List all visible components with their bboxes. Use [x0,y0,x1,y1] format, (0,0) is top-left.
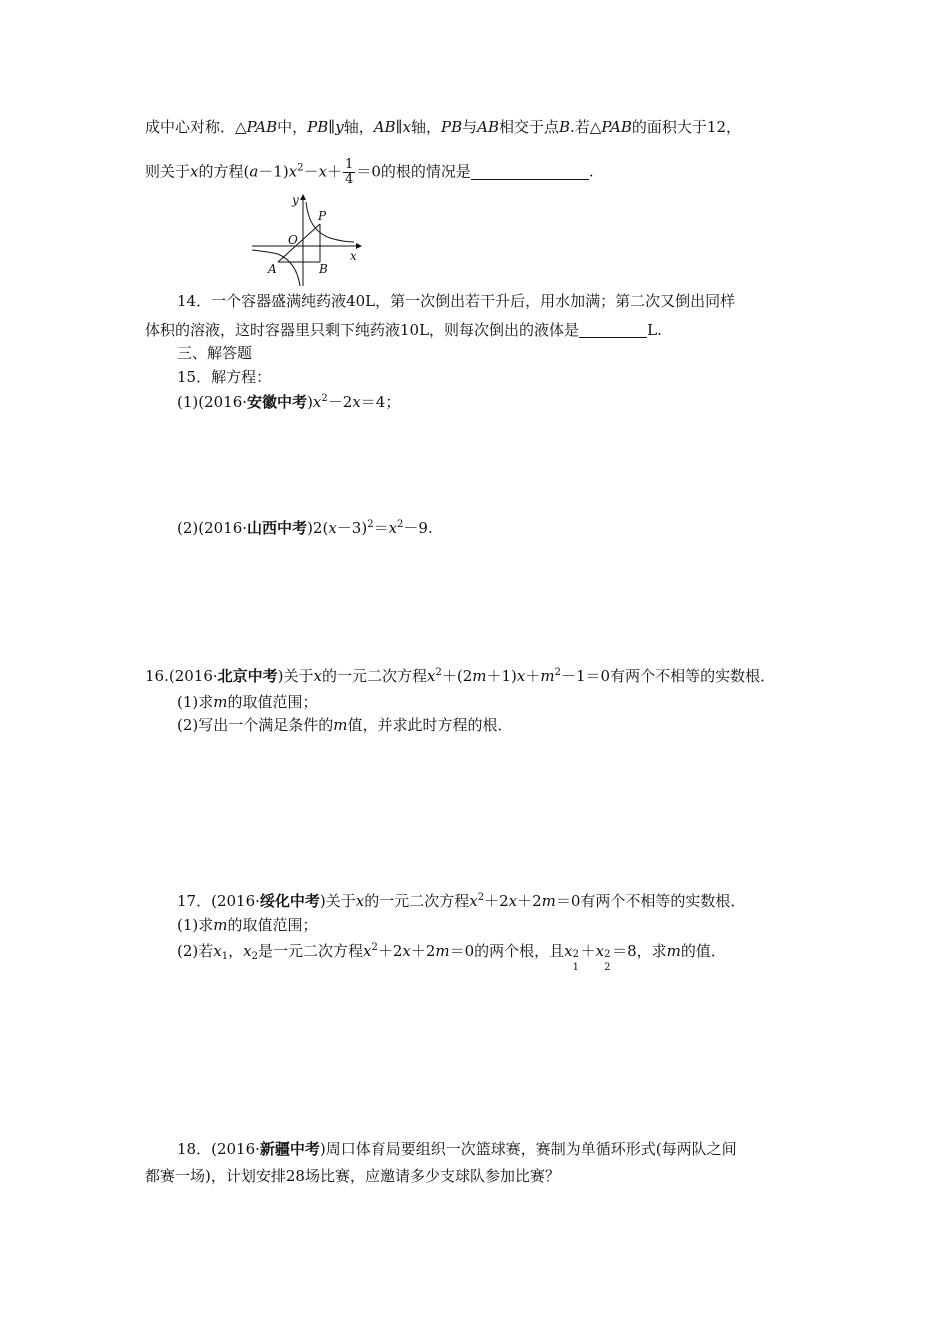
q17-var: x [564,942,573,960]
q15-var: x [388,519,398,537]
q17-text: ＝0的两个根，且 [449,942,565,960]
exponent: 2 [435,667,442,678]
q17-text: ＋2 [410,942,436,960]
q16-var: m [540,667,555,685]
q13-line2 [145,158,594,187]
subscript: 1 [572,962,579,973]
q13-text: 轴， [410,118,441,136]
q15-text: ) [307,393,313,411]
q15-var: x [328,519,337,537]
q17-var: m [213,916,228,934]
exponent: 2 [371,942,378,953]
exponent: 2 [297,162,304,174]
q13-var: PB [307,118,329,136]
q17-var: x [355,892,365,910]
q13-line1 [145,117,741,137]
q17-part2 [177,941,726,973]
q14-line2 [145,320,662,340]
q13-text: －1) [258,162,289,181]
label-A: A [268,262,277,276]
exponent: 2 [554,667,561,678]
q13-text: 相交于点 [498,118,559,136]
q13-text: 的面积大于12， [631,118,742,136]
q17-var: m [541,892,556,910]
q16-text: －1＝0有两个不相等的实数根． [561,667,776,685]
label-O: O [288,233,298,247]
q14-text: 14．一个容器盛满纯药液40L，第一次倒出若干升后，用水加满；第二次又倒出同样 [177,292,736,310]
fraction-one-quarter [343,158,355,187]
q15-var: x [312,393,322,411]
q17-text: ＋ [580,942,596,960]
q16-text: 16.(2016· [145,667,218,685]
q16-var: x [516,667,526,685]
q13-var: AB [373,118,396,136]
q13-var: AB [477,118,499,136]
y-axis-arrow [300,194,306,200]
label-x: x [350,249,357,263]
label-B: B [319,262,328,276]
q17-var: x [595,942,605,960]
q17-text: ＝0有两个不相等的实数根． [555,892,746,910]
q16-var: m [333,716,348,734]
q17-var: x [402,942,411,960]
answer-blank[interactable] [471,165,589,180]
q15-text: －2 [327,393,353,411]
source-label: 安徽中考 [247,393,308,411]
q17-text: )关于 [319,892,356,910]
hyperbola-branch-first-quadrant [306,202,354,242]
q15-text: (2)(2016· [177,519,248,537]
q17-part1 [177,915,318,935]
q16-text: )关于 [277,667,314,685]
q17-text: 的取值范围； [227,916,318,934]
q15-text: )2( [307,519,329,537]
q13-text: ＝0的根的情况是 [356,162,471,181]
label-P: P [318,209,327,223]
q13-text: .若△ [570,118,602,136]
q18-line2 [145,1166,560,1186]
parallel-symbol: ∥ [395,118,403,136]
q13-var: B [559,118,571,136]
subscript: 1 [221,951,229,962]
q13-graph [248,190,368,290]
q18-text: 18．(2016· [177,1140,260,1158]
q15-text: (1)(2016· [177,393,248,411]
q16-text: ＋1) [486,667,517,685]
q17-var: x [213,942,222,960]
q15-text: ＝4； [360,393,401,411]
q15-text: ＝ [373,519,389,537]
q16-text: ＋ [525,667,541,685]
q14-line1 [177,291,735,311]
source-label: 绥化中考 [259,892,320,910]
q16-var: x [427,667,436,685]
q13-text: ＋ [327,162,343,181]
x-axis-arrow [356,243,362,249]
q17-text: ＋2 [484,892,509,910]
q16-var: m [213,693,228,711]
q13-text: 轴， [343,118,374,136]
parallel-symbol: ∥ [328,118,336,136]
q13-text: . [588,162,594,181]
q17-var: x [469,892,478,910]
segment-AP [278,224,320,262]
q15-part2 [177,518,433,538]
q13-var: x [318,162,328,181]
source-label: 山西中考 [247,519,308,537]
q16-part2 [177,715,513,735]
answer-blank[interactable] [579,323,647,338]
q13-text: 的方程( [198,162,250,181]
q17-var: m [666,942,681,960]
q17-text: (1)求 [177,916,214,934]
q17-text: 17．(2016· [177,892,260,910]
section-title: 三、解答题 [177,344,253,362]
q15-title [177,367,271,387]
exponent: 2 [572,949,579,960]
exponent: 2 [604,949,611,960]
q15-text: －9. [403,519,433,537]
q17-var: m [435,942,450,960]
q18-line1 [177,1139,737,1159]
q16-text: 的取值范围； [227,693,318,711]
q13-var: PB [440,118,463,136]
source-label: 北京中考 [217,667,278,685]
q17-line1 [177,891,745,911]
exponent: 2 [321,393,328,404]
q13-var: PAB [601,118,632,136]
exponent: 2 [397,519,404,530]
q13-text: 成中心对称．△ [145,118,247,136]
exponent: 2 [367,519,374,530]
q13-var: x [190,162,199,181]
label-y: y [292,193,299,207]
q13-text: 则关于 [145,162,191,181]
q17-text: ＝8，求 [612,942,667,960]
q14-text: L. [647,321,662,339]
q13-var: y [335,118,344,136]
q18-text: 都赛一场)，计划安排28场比赛，应邀请多少支球队参加比赛？ [145,1167,560,1185]
q13-text: 中， [277,118,308,136]
q16-text: 值，并求此时方程的根． [347,716,513,734]
q15-text: 15．解方程： [177,368,272,386]
q13-text: － [303,162,319,181]
q16-line1 [145,666,775,686]
q13-var: a [249,162,259,181]
q17-var: x [362,942,372,960]
q17-text: 的一元二次方程 [364,892,470,910]
q13-var: x [402,118,411,136]
q17-text: 的值． [680,942,726,960]
q15-var: x [352,393,361,411]
q17-text: ＋2 [377,942,403,960]
q14-text: 体积的溶液，这时容器里只剩下纯药液10L，则每次倒出的液体是 [145,321,580,339]
fraction-numerator: 1 [345,157,354,172]
q16-text: ＋(2 [441,667,473,685]
q16-var: m [472,667,487,685]
q13-var: PAB [246,118,278,136]
q16-text: 的一元二次方程 [322,667,428,685]
q17-text: (2)若 [177,942,214,960]
section-heading [177,343,252,363]
q13-var: x [288,162,298,181]
subscript: 2 [251,951,258,962]
fraction-denominator: 4 [345,172,354,187]
q17-text: ， [228,942,244,960]
source-label: 新疆中考 [259,1140,320,1158]
q16-var: x [313,667,322,685]
q17-text: ＋2 [517,892,542,910]
q17-text: 是一元二次方程 [257,942,363,960]
q13-text: 与 [462,118,478,136]
q18-text: )周口体育局要组织一次篮球赛，赛制为单循环形式(每两队之间 [319,1140,737,1158]
q16-text: (1)求 [177,693,214,711]
q16-part1 [177,692,318,712]
q17-var: x [243,942,252,960]
q15-text: －3) [336,519,368,537]
q16-text: (2)写出一个满足条件的 [177,716,334,734]
q15-part1 [177,392,400,412]
subscript: 2 [604,962,611,973]
q17-var: x [508,892,518,910]
exponent: 2 [477,892,485,903]
